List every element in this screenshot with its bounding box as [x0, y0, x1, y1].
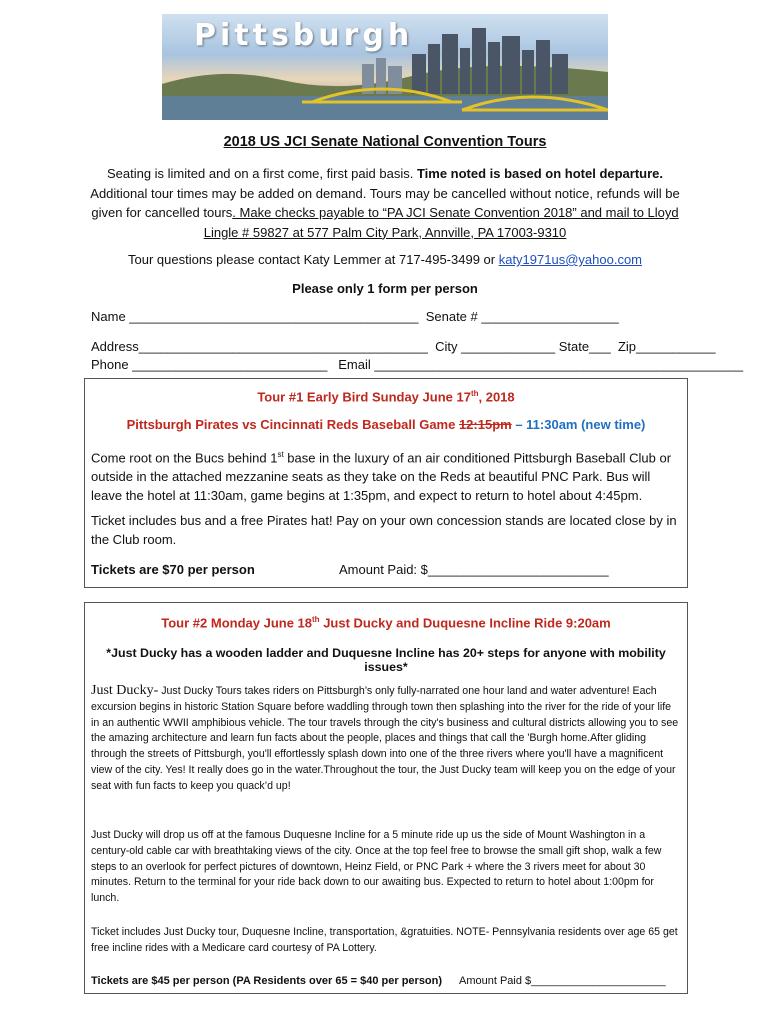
tour2-heading [85, 615, 687, 630]
tour1-desc-sup: st [277, 450, 284, 459]
tour1-price: Tickets are $70 per person [91, 562, 255, 577]
tour2-description-2: Just Ducky will drop us off at the famous Duquesne Incline for a 5 minute ride up us the side of Mount Washington in a century-old cable car with breathtaking views of the city. Once at the top feel free to browse the small gift shop, walk a few steps to an overlook for perfect pictures of downtown, Heinz Field, or PNC Park + where the 3 rivers meet for about 30 minutes. Return to the terminal for your ride back down to our awaiting bus. Expected to return to hotel about 1:00pm for lunch. [91, 829, 662, 905]
tour1-amount-paid-field[interactable]: Amount Paid: $_________________________ [339, 562, 609, 577]
intro-text-2: Additional tour times may be added on demand. Tours may be cancelled without notice, refunds will be given for cancelled tours [90, 185, 680, 220]
page-title: 2018 US JCI Senate National Convention Tours [223, 134, 547, 150]
tour2-desc1-text: Just Ducky Tours takes riders on Pittsburgh’s only fully-narrated one hour land and water adventure! Each excursion begins in historic Station Square before waddling through town then splashing into the river for the ride of your life in an authentic WWII amphibious vehicle. The tour travels through the city's business and cultural districts allowing you to see the amazing architecture and learn fun facts about the people, places and things that call the 'Burgh home.After gliding through the streets of Pittsburgh, you'll effortlessly splash down into one of the three rivers where you'll have a magnificent view of the city. Yes! It really does go in the water.Throughout the tour, the Just Ducky team will keep you on the edge of your seat with fun facts to keep you quack’d up! [91, 685, 679, 792]
tour1-heading [85, 389, 687, 404]
tour2-lead: Just Ducky- [91, 683, 159, 698]
pittsburgh-banner-image [162, 14, 608, 120]
tour2-heading-text: Tour #2 Monday June 18 [161, 615, 313, 631]
tour2-amount-paid-field[interactable]: Amount Paid $______________________ [459, 975, 666, 987]
tour2-mobility-warning: *Just Ducky has a wooden ladder and Duquesne Incline has 20+ steps for anyone with mobility issues* [106, 646, 666, 674]
tour2-description-1 [91, 683, 679, 795]
contact-line [0, 252, 770, 267]
tour2-box [84, 602, 688, 994]
tour1-subtitle-text: Pittsburgh Pirates vs Cincinnati Reds Baseball Game [126, 417, 459, 432]
tour1-old-time: 12:15pm [458, 417, 512, 432]
form-line-phone-email[interactable]: Phone ___________________________ Email ___________________________________________________ [91, 357, 744, 372]
tour2-heading-rest: Just Ducky and Duquesne Incline Ride 9:20am [319, 615, 611, 631]
tour2-ticket-info: Ticket includes Just Ducky tour, Duquesne Incline, transportation, &gratuities. NOTE- Pennsylvania residents over age 65 get free incline rides with a Medicare card courtesy of PA Lottery. [91, 926, 678, 954]
banner-title: Pittsburgh [194, 18, 414, 53]
tour1-heading-sup: th [470, 389, 479, 398]
tour2-heading-sup: th [312, 615, 320, 624]
intro-text-1: Seating is limited and on a first come, first paid basis. [106, 166, 417, 181]
tour1-heading-year: , 2018 [478, 389, 515, 405]
tour1-subtitle [85, 417, 687, 432]
tour1-desc-b: base in the luxury of an air conditioned Pittsburgh Baseball Club or outside in the attached mezzanine seats as they take on the Reds at beautiful PNC Park. Bus will leave the hotel at 11:30am, game begins at 1:35pm, and expect to return to hotel about 4:45pm. [91, 450, 672, 504]
form-line-name-senate[interactable]: Name ________________________________________ Senate # ___________________ [91, 309, 619, 324]
form-line-address[interactable]: Address________________________________________ City _____________ State___ Zip___________ [91, 339, 716, 354]
intro-bold-text: Time noted is based on hotel departure. [416, 166, 664, 181]
tour1-desc-a: Come root on the Bucs behind 1 [91, 450, 278, 466]
tour1-new-time: – 11:30am (new time) [511, 417, 646, 432]
tour2-price: Tickets are $45 per person (PA Residents over 65 = $40 per person) [91, 975, 443, 987]
tour1-heading-text: Tour #1 Early Bird Sunday June 17 [257, 389, 471, 405]
intro-checks-instructions: . Make checks payable to “PA JCI Senate Convention 2018” and mail to Lloyd Lingle # 59827 at 577 Palm City Park, Annville, PA 17003-9310 [203, 205, 679, 240]
contact-email-link[interactable]: katy1971us@yahoo.com [498, 252, 642, 267]
tour1-box [84, 378, 688, 588]
intro-paragraph [80, 164, 690, 242]
tour1-ticket-info: Ticket includes bus and a free Pirates hat! Pay on your own concession stands are located close by in the Club room. [91, 513, 677, 547]
one-form-notice: Please only 1 form per person [292, 281, 478, 296]
tour1-description [91, 445, 679, 505]
contact-text: Tour questions please contact Katy Lemmer at 717-495-3499 or [128, 252, 499, 267]
